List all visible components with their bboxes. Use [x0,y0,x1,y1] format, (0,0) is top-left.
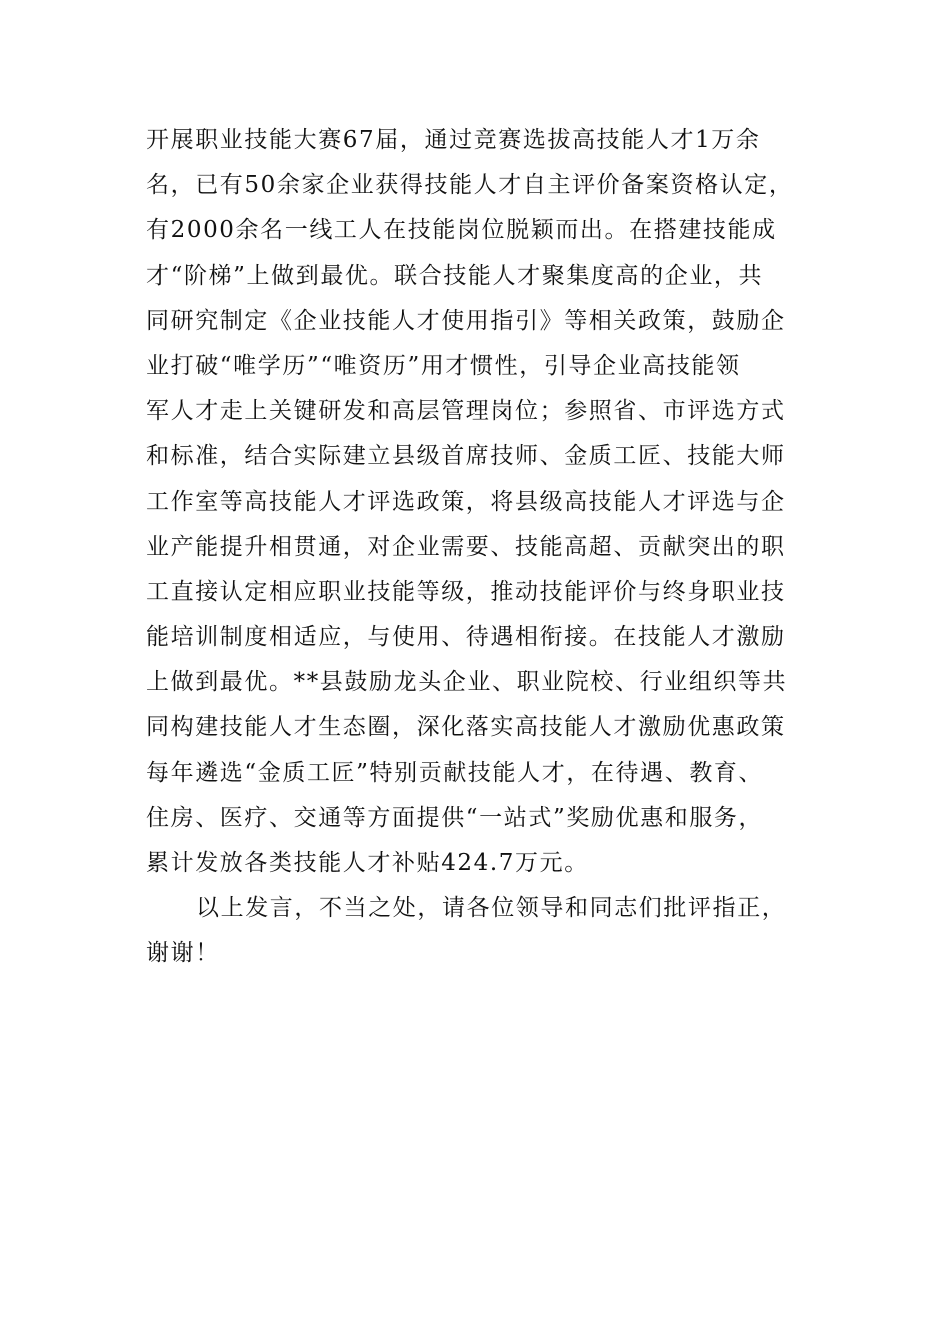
text-line: 同构建技能人才生态圈，深化落实高技能人才激励优惠政策 [146,714,786,741]
text-line: 业产能提升相贯通，对企业需要、技能高超、贡献突出的职 [146,533,786,560]
text-line: 住房、医疗、交通等方面提供“一站式”奖励优惠和服务， [146,804,764,831]
text-line: 才“阶梯”上做到最优。联合技能人才聚集度高的企业，共 [146,262,764,289]
text-line: 有2000余名一线工人在技能岗位脱颖而出。在搭建技能成 [146,217,777,244]
text-line: 每年遴选“金质工匠”特别贡献技能人才，在待遇、教育、 [146,759,764,786]
text-line: 军人才走上关键研发和高层管理岗位；参照省、市评选方式 [146,398,786,425]
text-line: 累计发放各类技能人才补贴424.7万元。 [146,850,589,876]
text-line: 开展职业技能大赛67届，通过竞赛选拔高技能人才1万余 [146,127,761,153]
text-line: 同研究制定《企业技能人才使用指引》等相关政策，鼓励企 [146,307,786,334]
text-line: 上做到最优。**县鼓励龙头企业、职业院校、行业组织等共 [146,669,788,696]
text-line: 业打破“唯学历”“唯资历”用才惯性，引导企业高技能领 [146,352,741,379]
text-line: 谢谢！ [146,940,220,967]
paragraph-closing-remarks [146,886,826,976]
text-line: 名，已有50余家企业获得技能人才自主评价备案资格认定， [146,172,794,199]
text-line: 工直接认定相应职业技能等级，推动技能评价与终身职业技 [146,578,786,605]
paragraph-skills-talent [146,118,826,886]
document-body [146,118,826,977]
text-line: 以上发言，不当之处，请各位领导和同志们批评指正， [196,895,787,922]
text-line: 能培训制度相适应，与使用、待遇相衔接。在技能人才激励 [146,624,786,651]
text-line: 和标准，结合实际建立县级首席技师、金质工匠、技能大师 [146,443,786,470]
text-line: 工作室等高技能人才评选政策，将县级高技能人才评选与企 [146,488,786,515]
